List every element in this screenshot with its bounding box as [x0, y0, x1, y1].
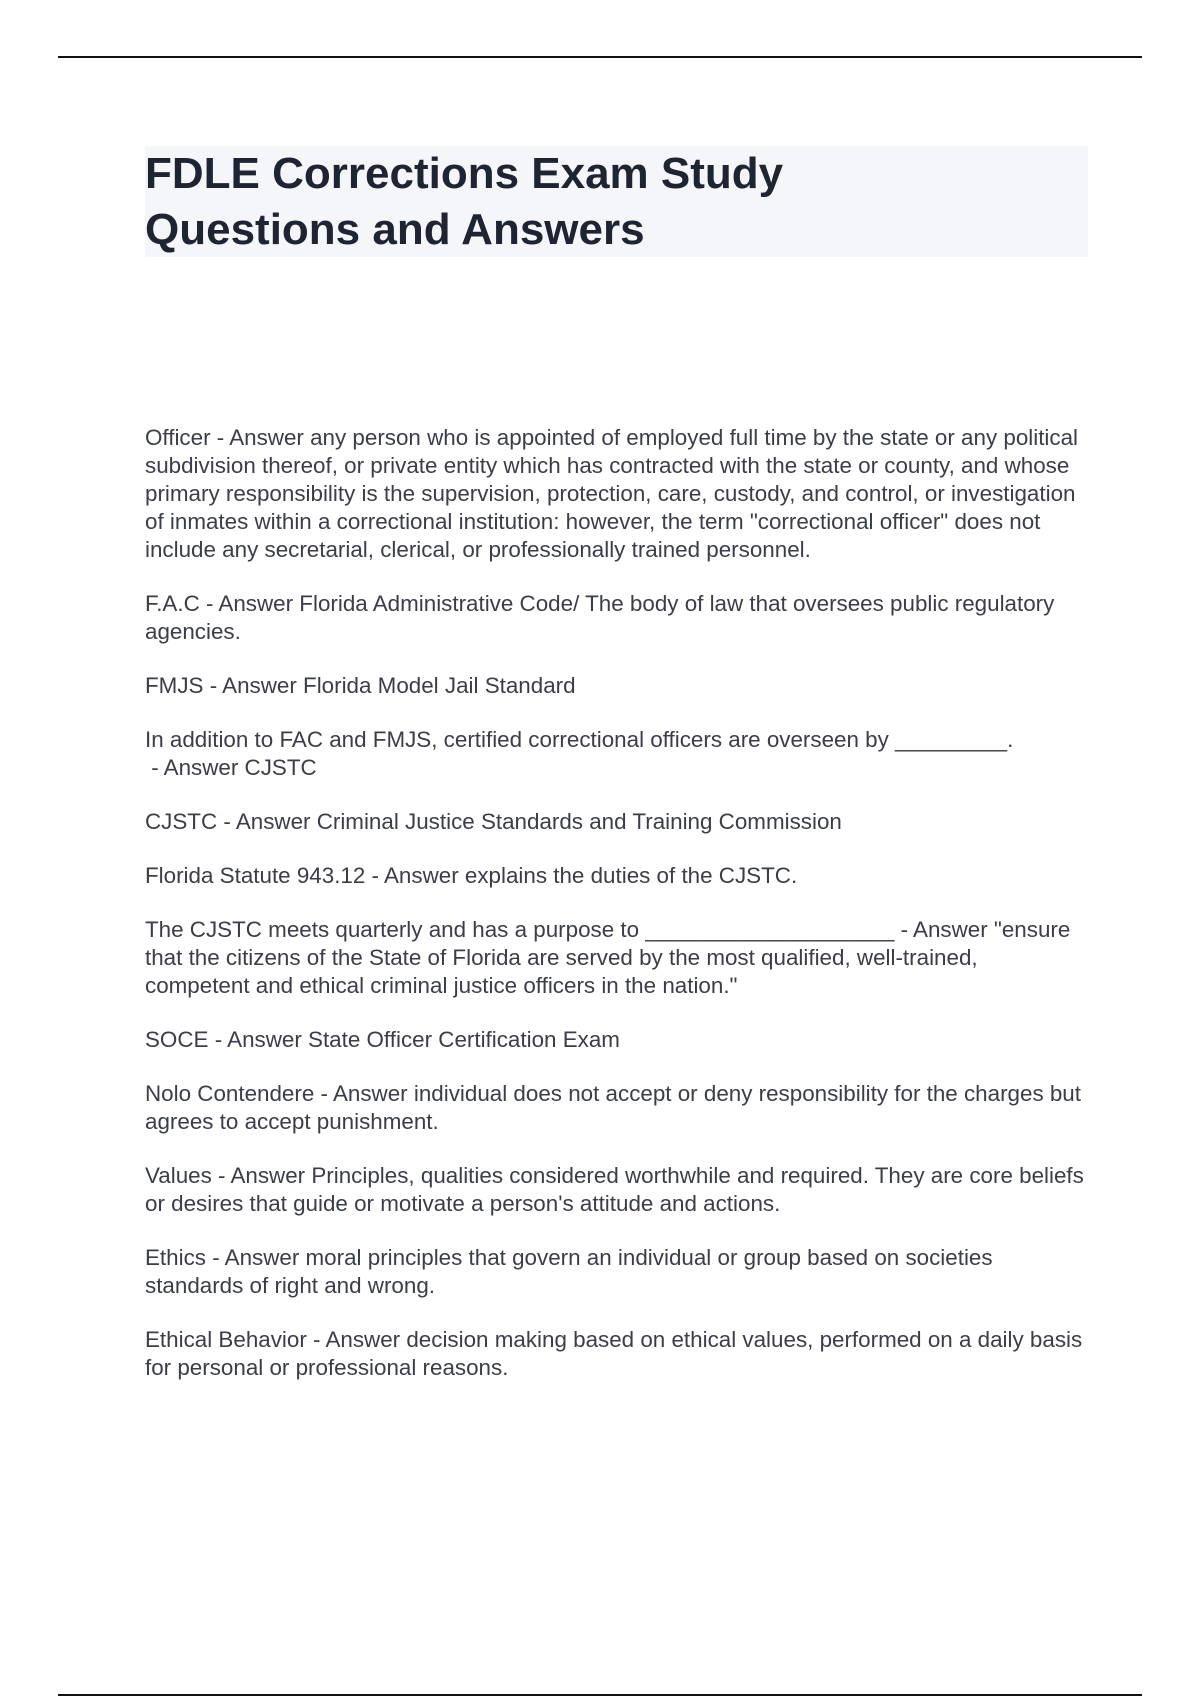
qa-item: [145, 726, 1088, 782]
qa-term: FMJS: [145, 673, 204, 698]
qa-separator: - Answer: [199, 591, 300, 616]
qa-term: In addition to FAC and FMJS, certified correctional officers are overseen by _________.: [145, 727, 1014, 752]
qa-answer: Criminal Justice Standards and Training Commission: [316, 809, 842, 834]
qa-item: [145, 862, 1088, 890]
top-divider: [58, 56, 1142, 58]
qa-separator: - Answer: [205, 1245, 306, 1270]
qa-separator: - Answer: [211, 1163, 312, 1188]
qa-item: [145, 1244, 1088, 1300]
qa-item: [145, 1326, 1088, 1382]
qa-answer: any person who is appointed of employed full time by the state or any political subdivision thereof, or private entity which has contracted with the state or county, and whose primary responsibility is the supervision, protection, care, custody, and control, or investigation of inmates within a correctional institution: however, the term "correctional officer" does not include any secretarial, clerical, or professionally trained personnel.: [145, 425, 1079, 562]
qa-separator: - Answer: [894, 917, 994, 942]
qa-separator: - Answer: [203, 673, 304, 698]
qa-term: SOCE: [145, 1027, 209, 1052]
qa-item: [145, 424, 1088, 564]
qa-list: [145, 424, 1088, 1408]
qa-answer: State Officer Certification Exam: [308, 1027, 620, 1052]
qa-term: F.A.C: [145, 591, 200, 616]
qa-term: Ethics: [145, 1245, 206, 1270]
document-title: FDLE Corrections Exam Study Questions and Answers: [145, 149, 784, 254]
qa-term: Values: [145, 1163, 212, 1188]
qa-term: Ethical Behavior: [145, 1327, 307, 1352]
qa-separator: - Answer: [306, 1327, 407, 1352]
qa-item: [145, 1026, 1088, 1054]
qa-separator: - Answer: [217, 809, 317, 834]
qa-separator: - Answer: [210, 425, 311, 450]
qa-separator: - Answer: [145, 755, 245, 780]
qa-item: [145, 672, 1088, 700]
title-banner: [145, 146, 1088, 257]
qa-term: Florida Statute 943.12: [145, 863, 366, 888]
qa-item: [145, 916, 1088, 1000]
qa-separator: - Answer: [365, 863, 465, 888]
qa-term: The CJSTC meets quarterly and has a purpose to ____________________: [145, 917, 895, 942]
qa-item: [145, 1162, 1088, 1218]
qa-answer: moral principles that govern an individual or group based on societies standards of right and wrong.: [145, 1245, 993, 1298]
qa-answer: CJSTC: [244, 755, 317, 780]
qa-answer: Florida Administrative Code/ The body of law that oversees public regulatory agencies.: [145, 591, 1055, 644]
qa-answer: decision making based on ethical values, performed on a daily basis for personal or professional reasons.: [145, 1327, 1083, 1380]
qa-term: CJSTC: [145, 809, 218, 834]
bottom-divider: [58, 1694, 1142, 1696]
qa-item: [145, 590, 1088, 646]
qa-answer: Florida Model Jail Standard: [303, 673, 576, 698]
qa-item: [145, 808, 1088, 836]
qa-separator: - Answer: [208, 1027, 309, 1052]
qa-separator: - Answer: [314, 1081, 414, 1106]
qa-answer: Principles, qualities considered worthwhile and required. They are core beliefs or desires that guide or motivate a person's attitude and actions.: [145, 1163, 1084, 1216]
qa-answer: "ensure that the citizens of the State of Florida are served by the most qualified, well-trained, competent and ethical criminal justice officers in the nation.": [145, 917, 1071, 998]
qa-item: [145, 1080, 1088, 1136]
qa-answer: explains the duties of the CJSTC.: [464, 863, 798, 888]
qa-term: Officer: [145, 425, 211, 450]
qa-answer: individual does not accept or deny responsibility for the charges but agrees to accept punishment.: [145, 1081, 1081, 1134]
qa-term: Nolo Contendere: [145, 1081, 315, 1106]
